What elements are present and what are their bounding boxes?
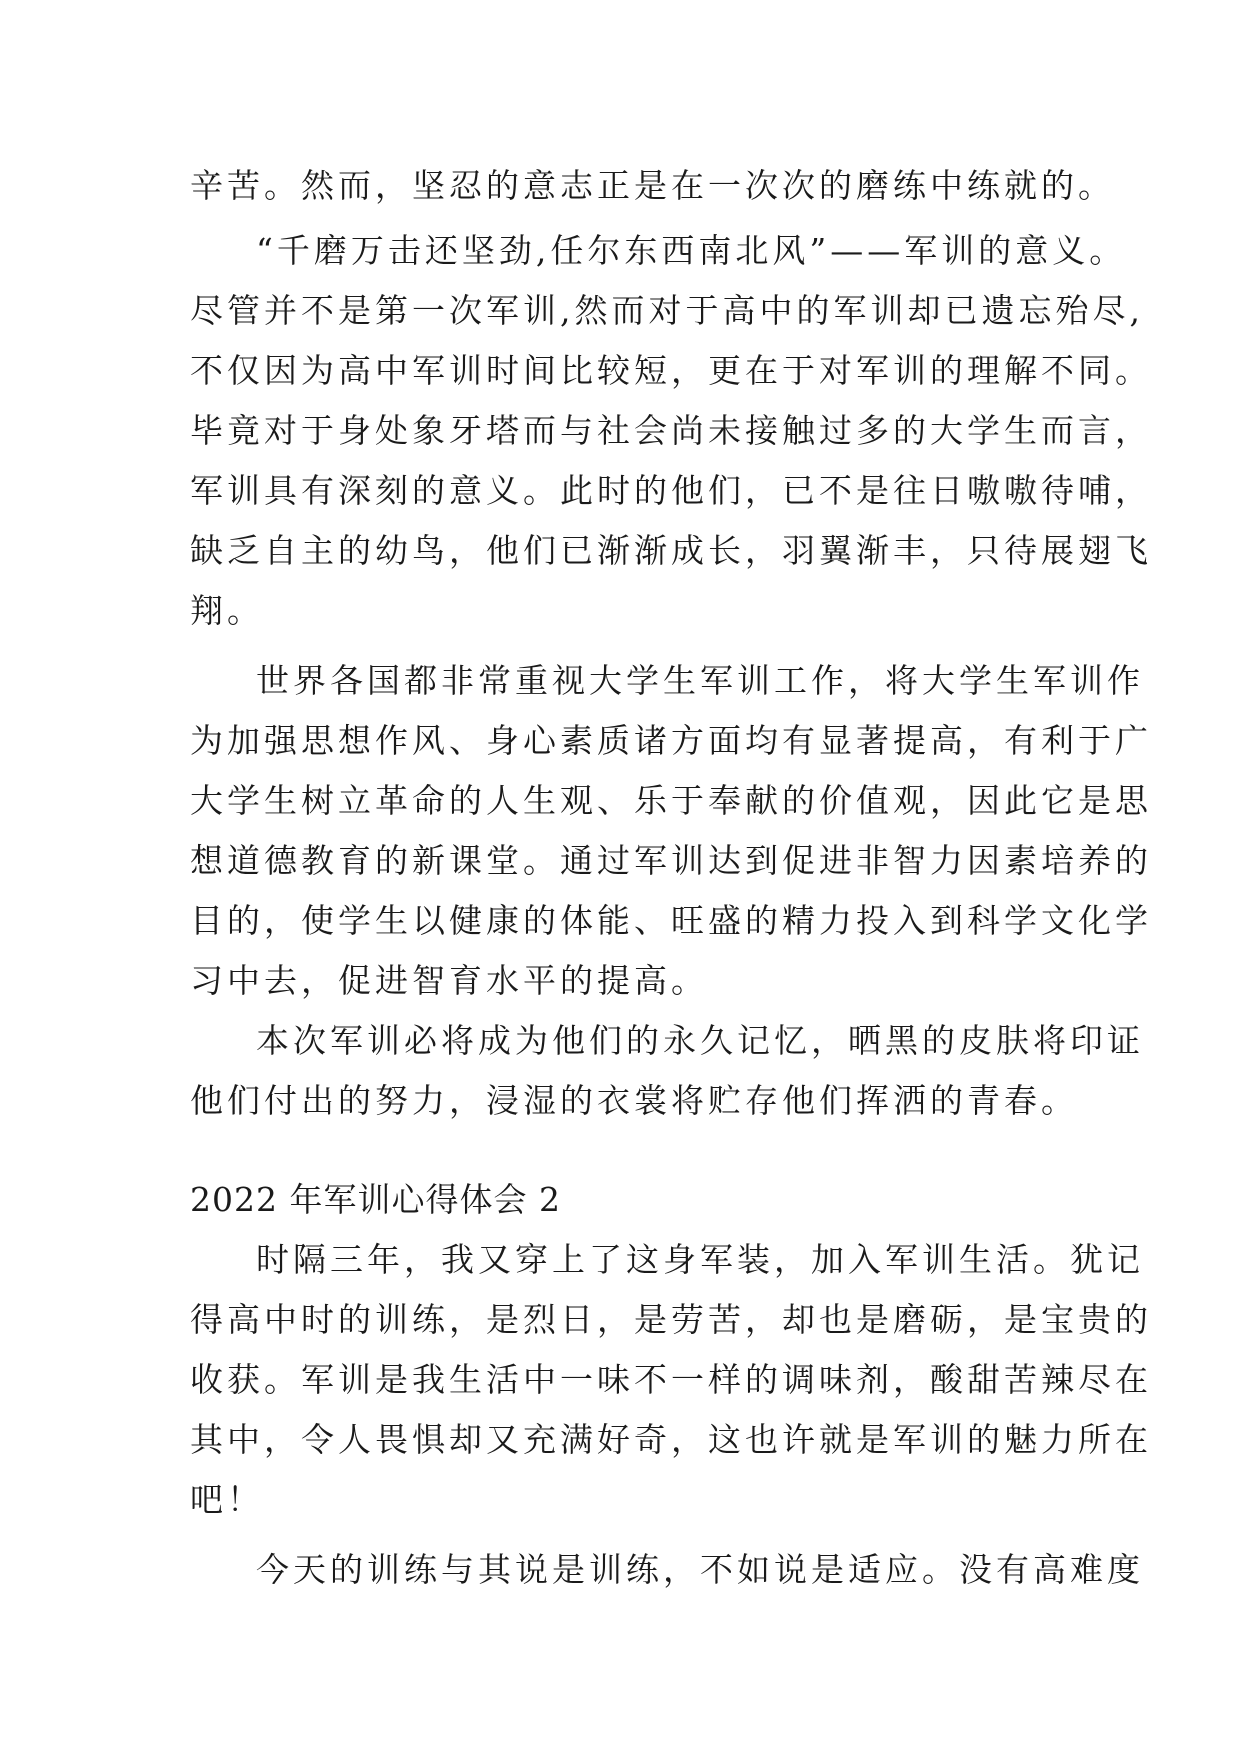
body-line: 翔。 (190, 591, 264, 630)
body-line: 不仅因为高中军训时间比较短，更在于对军训的理解不同。 (190, 351, 1152, 390)
paragraph-first-line: 本次军训必将成为他们的永久记忆，晒黑的皮肤将印证 (256, 1021, 1144, 1060)
body-line: 收获。军训是我生活中一味不一样的调味剂，酸甜苦辣尽在 (190, 1360, 1152, 1399)
body-line: 毕竟对于身处象牙塔而与社会尚未接触过多的大学生而言， (190, 411, 1152, 450)
body-line: 尽管并不是第一次军训,然而对于高中的军训却已遗忘殆尽, (190, 291, 1144, 330)
body-line: 得高中时的训练，是烈日，是劳苦，却也是磨砺，是宝贵的 (190, 1300, 1152, 1339)
paragraph-first-line: 今天的训练与其说是训练，不如说是适应。没有高难度 (256, 1550, 1144, 1589)
body-line: 目的，使学生以健康的体能、旺盛的精力投入到科学文化学 (190, 901, 1152, 940)
body-line: 习中去，促进智育水平的提高。 (190, 961, 708, 1000)
body-line: 辛苦。然而，坚忍的意志正是在一次次的磨练中练就的。 (190, 166, 1115, 205)
paragraph-first-line: 世界各国都非常重视大学生军训工作，将大学生军训作 (256, 661, 1144, 700)
paragraph-first-line: 时隔三年，我又穿上了这身军装，加入军训生活。犹记 (256, 1240, 1144, 1279)
body-line: 缺乏自主的幼鸟，他们已渐渐成长，羽翼渐丰，只待展翅飞 (190, 531, 1152, 570)
body-line: 想道德教育的新课堂。通过军训达到促进非智力因素培养的 (190, 841, 1152, 880)
body-line: 吧！ (190, 1480, 264, 1519)
body-line: 大学生树立革命的人生观、乐于奉献的价值观，因此它是思 (190, 781, 1152, 820)
body-line: 军训具有深刻的意义。此时的他们，已不是往日嗷嗷待哺， (190, 471, 1152, 510)
paragraph-first-line: “千磨万击还坚劲,任尔东西南北风”——军训的意义。 (256, 231, 1127, 270)
section-heading: 2022 年军训心得体会 2 (190, 1180, 561, 1219)
body-line: 其中，令人畏惧却又充满好奇，这也许就是军训的魅力所在 (190, 1420, 1152, 1459)
body-line: 他们付出的努力，浸湿的衣裳将贮存他们挥洒的青春。 (190, 1081, 1078, 1120)
body-line: 为加强思想作风、身心素质诸方面均有显著提高，有利于广 (190, 721, 1152, 760)
